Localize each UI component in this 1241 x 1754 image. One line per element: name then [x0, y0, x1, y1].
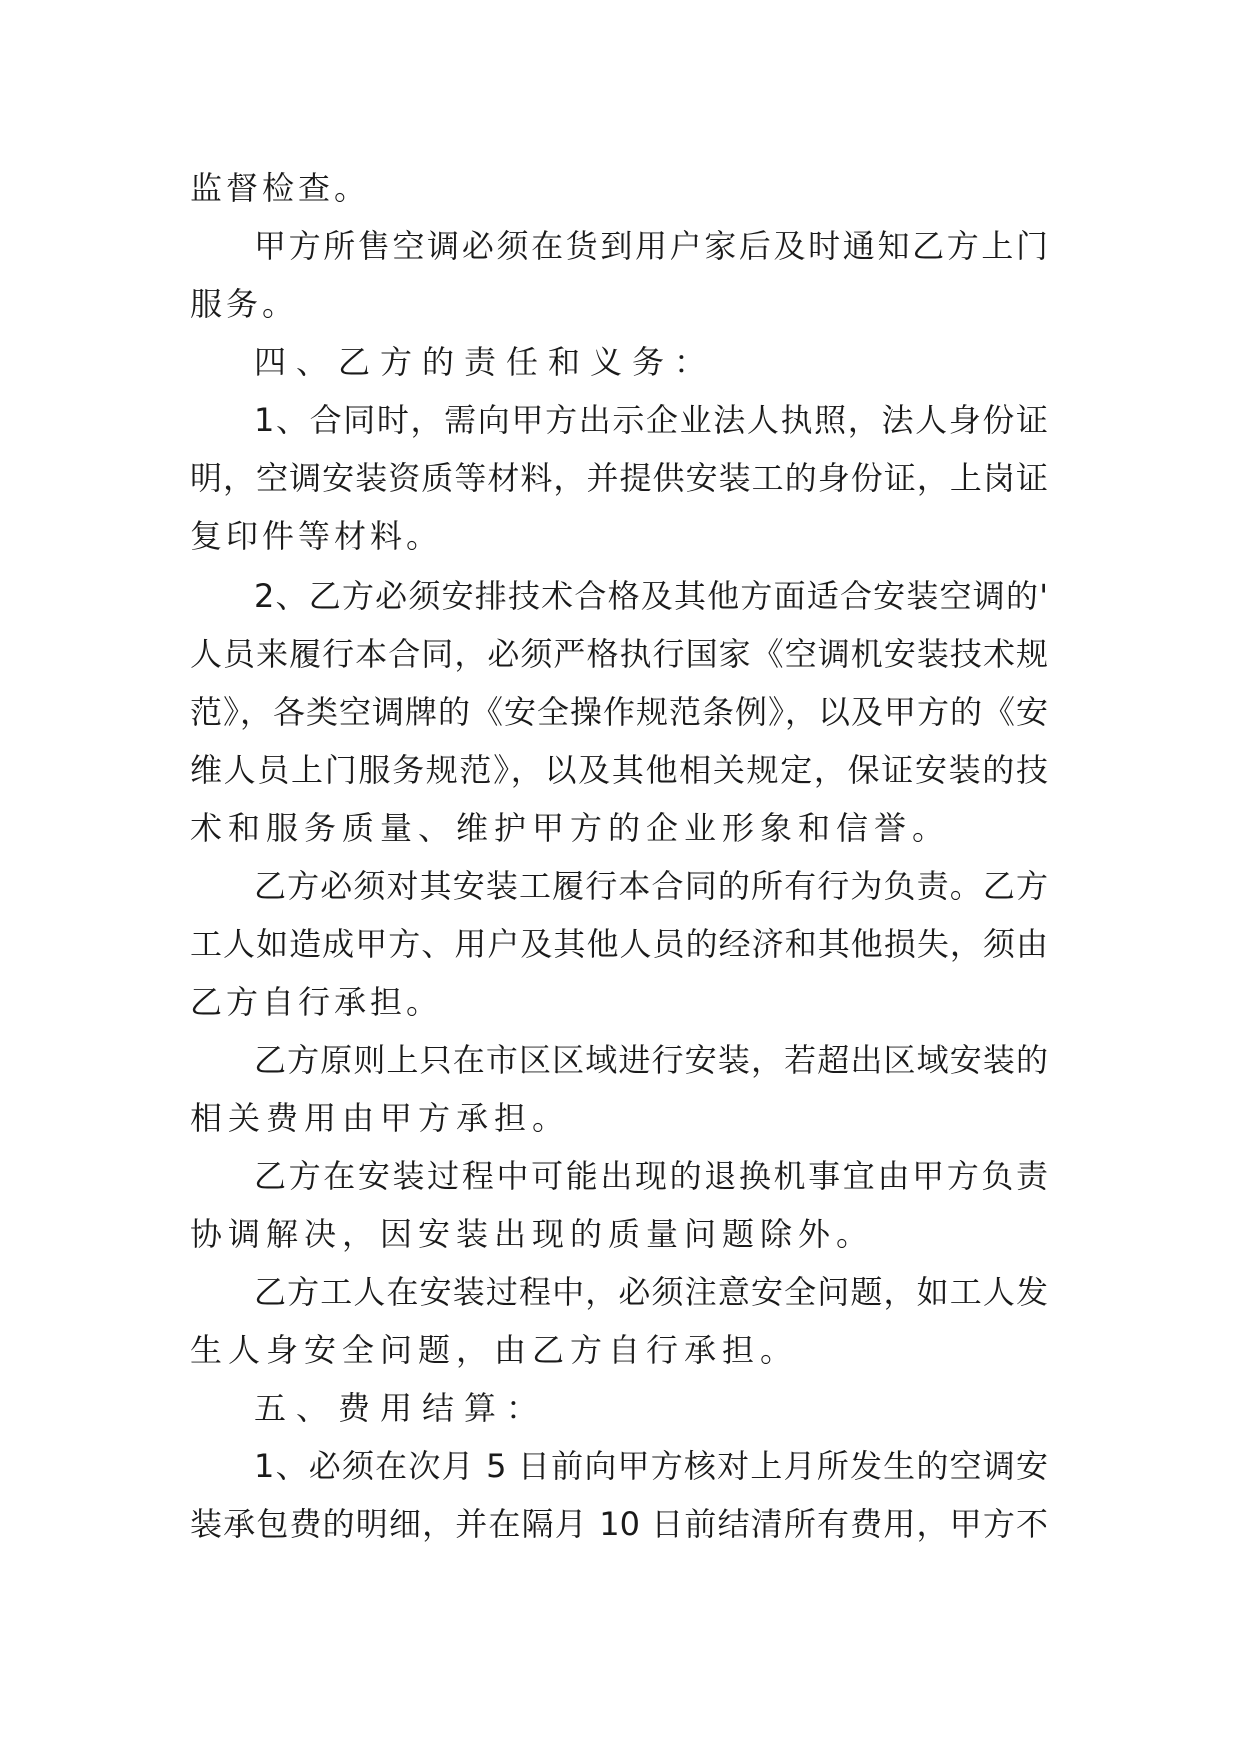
- text-line: [0, 1384, 1241, 1432]
- line-text: 四、乙方的责任和义务：: [254, 343, 717, 381]
- line-text: 工人如造成甲方、用户及其他人员的经济和其他损失，须由: [190, 925, 1048, 963]
- line-text: 乙方工人在安装过程中，必须注意安全问题，如工人发: [254, 1273, 1048, 1311]
- text-line: [0, 1268, 1241, 1316]
- line-text: 乙方在安装过程中可能出现的退换机事宜由甲方负责: [254, 1157, 1048, 1195]
- line-text: 生人身安全问题，由乙方自行承担。: [190, 1331, 799, 1369]
- text-line: [0, 512, 1241, 560]
- line-text: 服务。: [190, 285, 299, 323]
- line-text: 相关费用由甲方承担。: [190, 1099, 571, 1137]
- text-line: [0, 1442, 1241, 1490]
- line-text: 2、乙方必须安排技术合格及其他方面适合安装空调的': [254, 577, 1048, 615]
- text-line: [0, 1500, 1241, 1548]
- line-text: 明，空调安装资质等材料，并提供安装工的身份证，上岗证: [190, 459, 1048, 497]
- text-line: [0, 164, 1241, 212]
- text-line: [0, 1036, 1241, 1084]
- text-line: [0, 862, 1241, 910]
- text-line: [0, 280, 1241, 328]
- line-text: 维人员上门服务规范》，以及其他相关规定，保证安装的技: [190, 751, 1048, 789]
- line-text: 监督检查。: [190, 169, 371, 207]
- text-line: [0, 222, 1241, 270]
- text-line: [0, 1094, 1241, 1142]
- text-line: [0, 746, 1241, 794]
- line-text: 乙方必须对其安装工履行本合同的所有行为负责。乙方: [254, 867, 1048, 905]
- text-line: [0, 454, 1241, 502]
- line-text: 五、费用结算：: [254, 1389, 549, 1427]
- text-line: [0, 688, 1241, 736]
- text-line: [0, 1326, 1241, 1374]
- line-text: 乙方原则上只在市区区域进行安装，若超出区域安装的: [254, 1041, 1048, 1079]
- line-text: 范》，各类空调牌的《安全操作规范条例》，以及甲方的《安: [190, 693, 1048, 731]
- text-line: [0, 920, 1241, 968]
- text-line: [0, 630, 1241, 678]
- line-text: 甲方所售空调必须在货到用户家后及时通知乙方上门: [254, 227, 1048, 265]
- text-line: [0, 572, 1241, 620]
- text-line: [0, 804, 1241, 852]
- line-text: 乙方自行承担。: [190, 983, 443, 1021]
- line-text: 协调解决，因安装出现的质量问题除外。: [190, 1215, 875, 1253]
- line-text: 1、合同时，需向甲方出示企业法人执照，法人身份证: [254, 401, 1048, 439]
- text-line: [0, 1210, 1241, 1258]
- line-text: 人员来履行本合同，必须严格执行国家《空调机安装技术规: [190, 635, 1048, 673]
- text-line: [0, 396, 1241, 444]
- text-line: [0, 338, 1241, 386]
- line-text: 装承包费的明细，并在隔月 10 日前结清所有费用，甲方不: [190, 1505, 1048, 1543]
- text-line: [0, 1152, 1241, 1200]
- line-text: 1、必须在次月 5 日前向甲方核对上月所发生的空调安: [254, 1447, 1048, 1485]
- line-text: 术和服务质量、维护甲方的企业形象和信誉。: [190, 809, 951, 847]
- line-text: 复印件等材料。: [190, 517, 443, 555]
- text-line: [0, 978, 1241, 1026]
